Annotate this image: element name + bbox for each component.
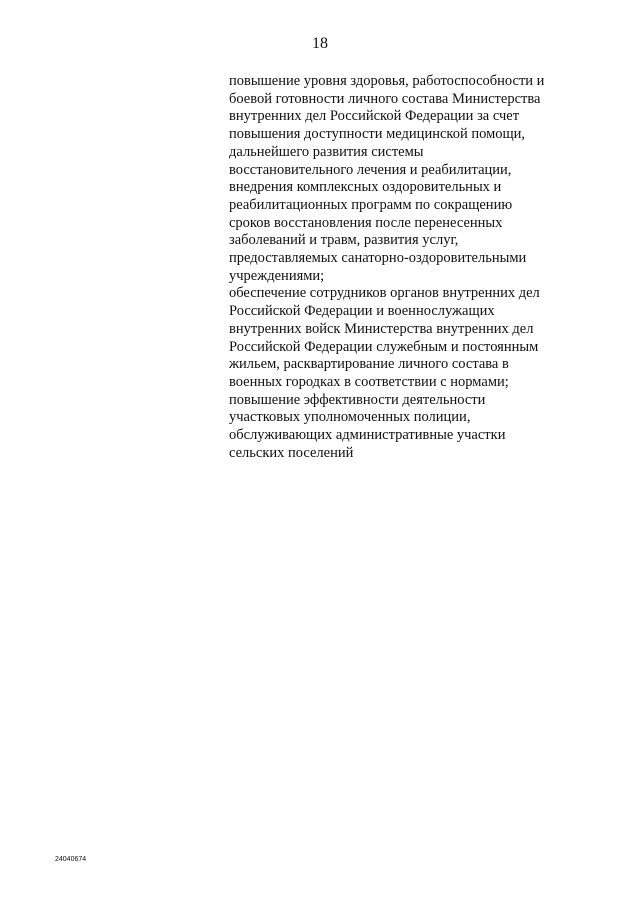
text-line: участковых уполномоченных полиции, bbox=[229, 409, 471, 426]
text-line: Российской Федерации и военнослужащих bbox=[229, 303, 495, 320]
text-line: военных городках в соответствии с нормами; bbox=[229, 373, 509, 390]
text-line: жильем, расквартирование личного состава в bbox=[229, 356, 509, 373]
page-number: 18 bbox=[312, 35, 328, 52]
text-line: повышение уровня здоровья, работоспособности и bbox=[229, 73, 545, 89]
document-id: 24040674 bbox=[55, 856, 87, 863]
text-line: боевой готовности личного состава Министерства bbox=[229, 90, 541, 107]
text-line: внедрения комплексных оздоровительных и bbox=[229, 179, 502, 196]
text-line: обеспечение сотрудников органов внутренних дел bbox=[229, 285, 540, 302]
text-line: предоставляемых санаторно-оздоровительными bbox=[229, 250, 527, 267]
text-line: сроков восстановления после перенесенных bbox=[229, 214, 503, 231]
text-line: заболеваний и травм, развития услуг, bbox=[229, 232, 459, 249]
text-line: повышение эффективности деятельности bbox=[229, 391, 486, 408]
text-line: учреждениями; bbox=[229, 267, 325, 284]
text-line: сельских поселений bbox=[229, 444, 354, 461]
text-line: Российской Федерации служебным и постоянным bbox=[229, 338, 539, 355]
text-line: дальнейшего развития системы bbox=[229, 143, 424, 160]
text-line: обслуживающих административные участки bbox=[229, 427, 506, 444]
text-line: реабилитационных программ по сокращению bbox=[229, 196, 513, 213]
text-line: внутренних дел Российской Федерации за счет bbox=[229, 108, 520, 125]
text-line: повышения доступности медицинской помощи, bbox=[229, 126, 526, 143]
text-line: внутренних войск Министерства внутренних дел bbox=[229, 320, 534, 337]
body-text bbox=[229, 73, 579, 462]
text-line: восстановительного лечения и реабилитации, bbox=[229, 161, 512, 178]
